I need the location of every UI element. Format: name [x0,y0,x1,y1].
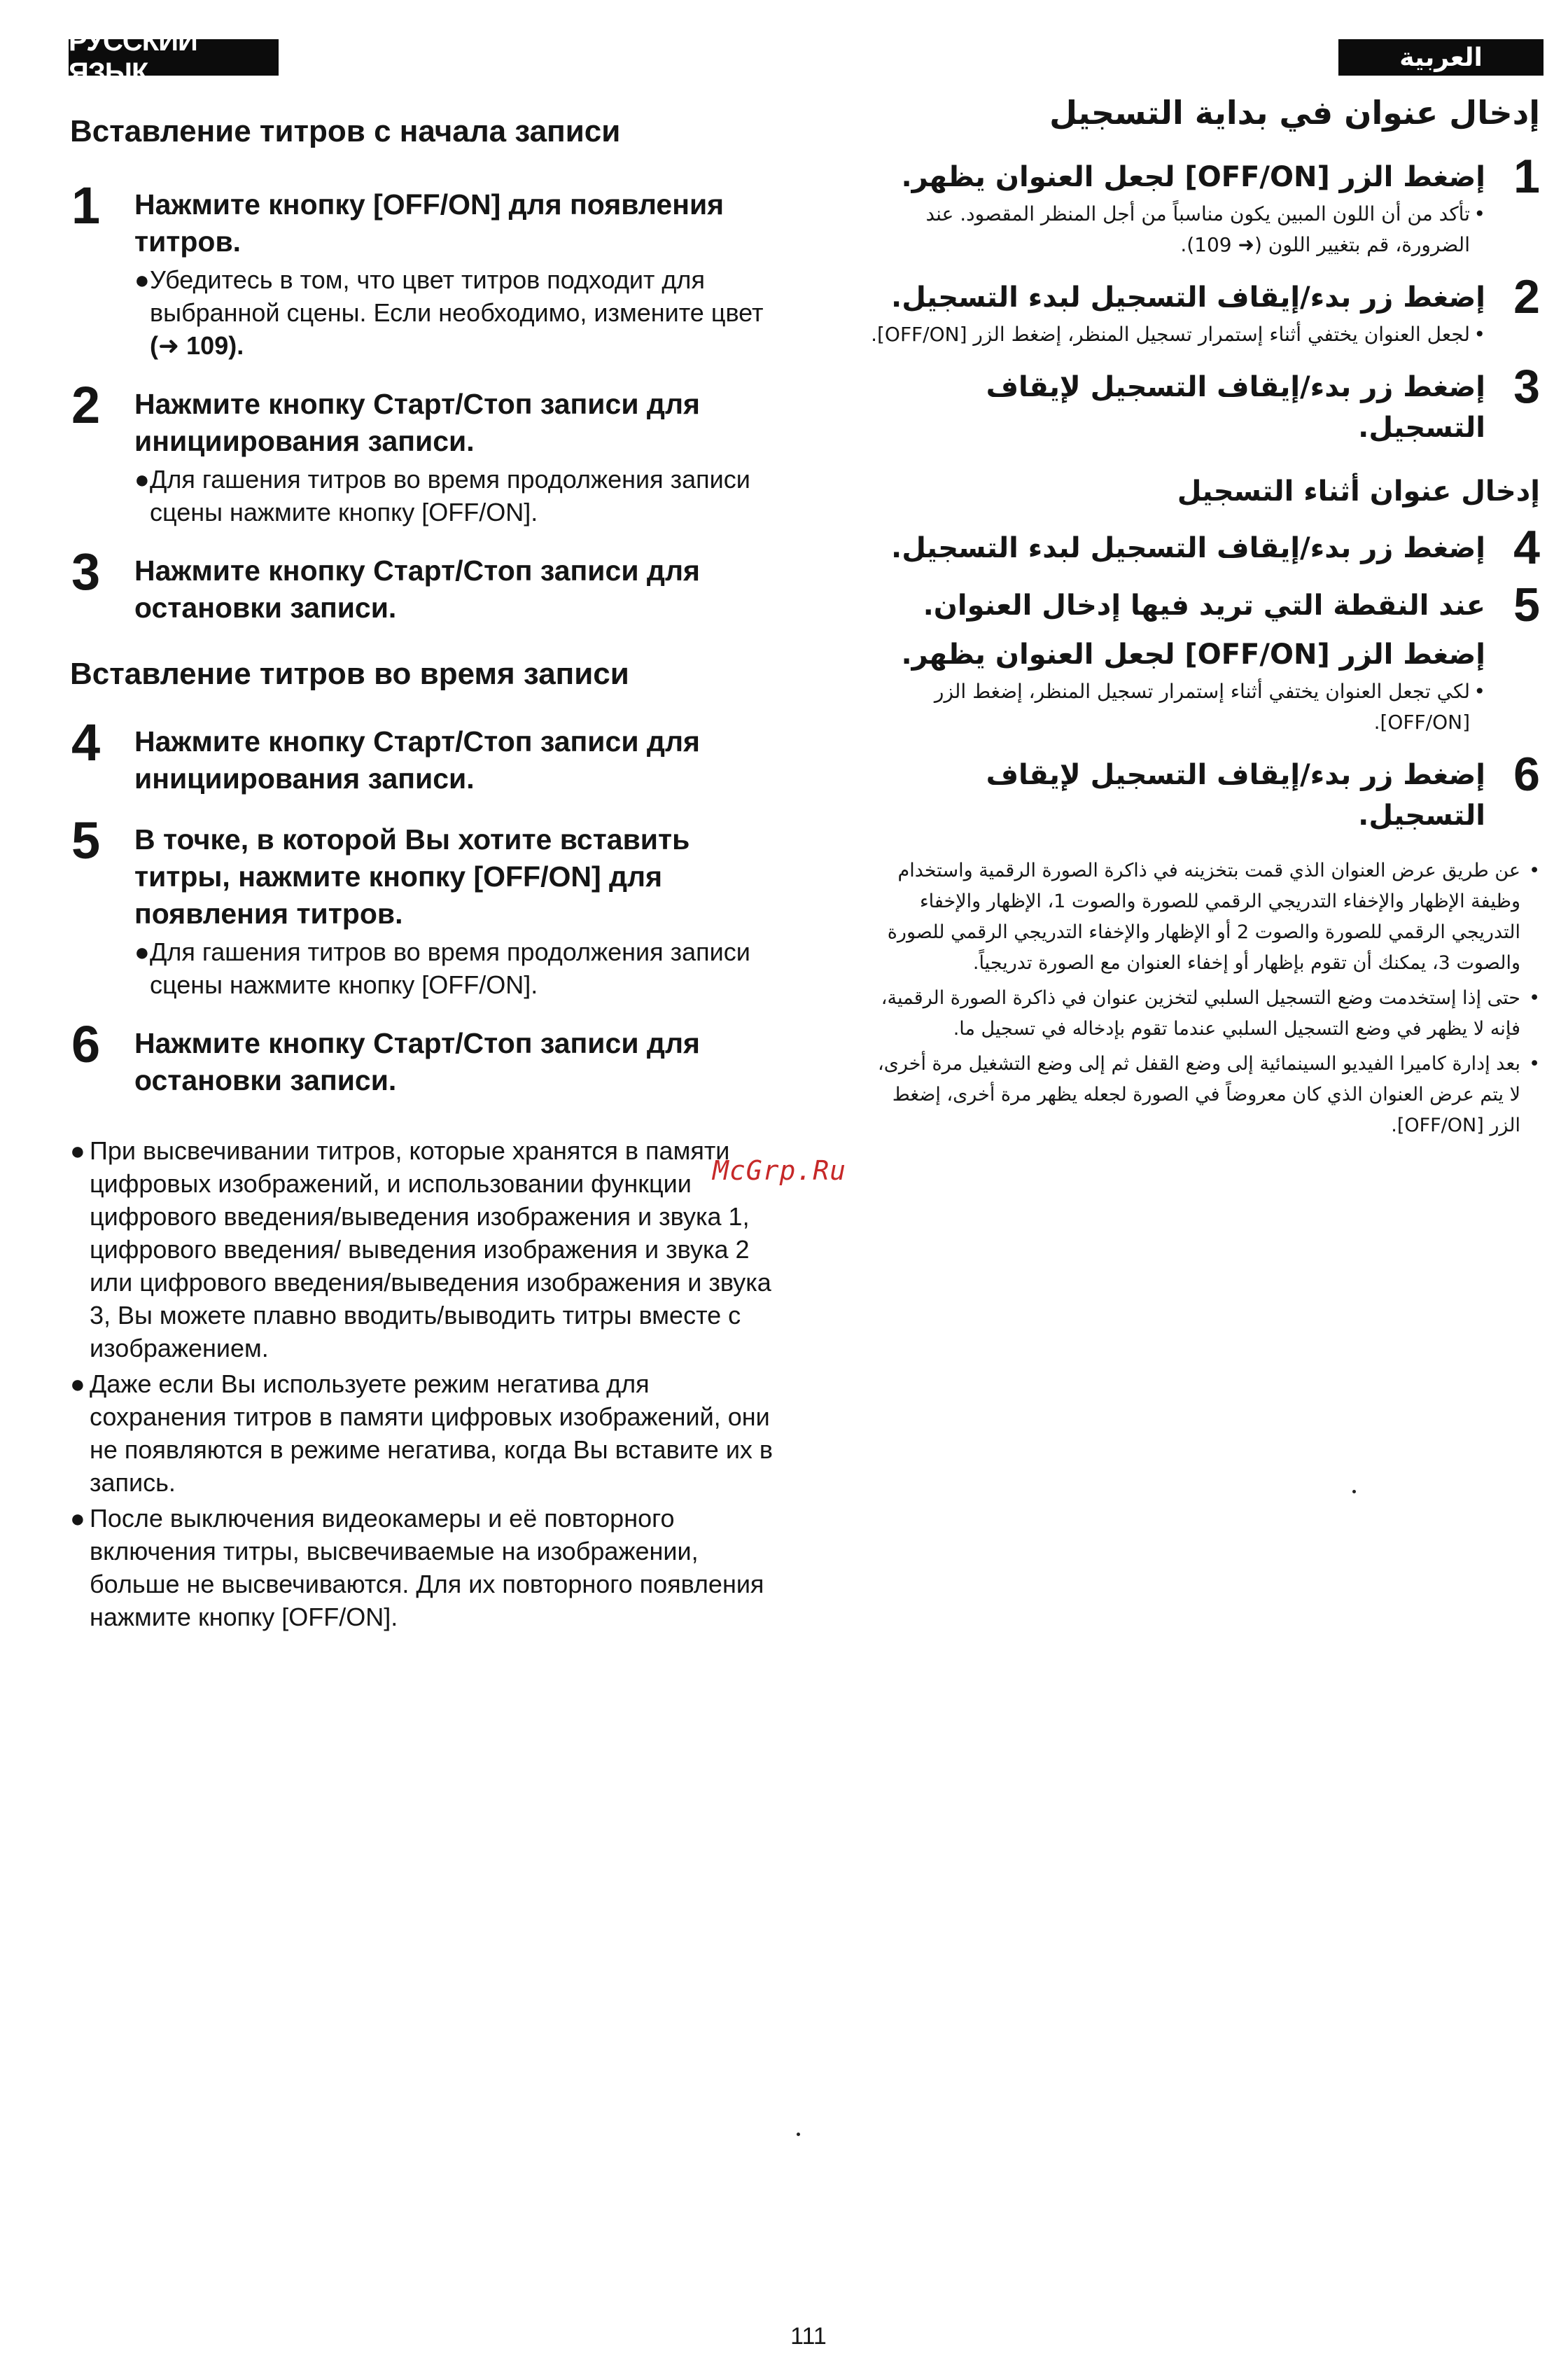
ar-section-title-start: إدخال عنوان في بداية التسجيل [1049,94,1540,132]
bullet-icon: • [1474,202,1485,225]
step-number: 2 [71,376,101,434]
ru-step-3 [70,543,777,627]
bullet-icon: ● [134,937,150,966]
bullet-icon: ● [70,1369,85,1398]
scan-speck [1352,1490,1356,1493]
list-item [868,1049,1540,1141]
step-number: 2 [1513,270,1540,323]
bullet-icon: ● [134,265,150,294]
step-title: عند النقطة التي تريد فيها إدخال العنوان. [923,590,1485,622]
bullet-icon: • [1474,680,1485,703]
step-note [868,319,1485,350]
ru-step-4 [70,713,777,797]
ru-step-2 [70,376,777,529]
step-number: 3 [71,543,101,601]
step-title: Нажмите кнопку Старт/Стоп записи для инициирования записи. [134,725,700,795]
list-item [868,856,1540,979]
list-item-text: بعد إدارة كاميرا الفيديو السينمائية إلى وضع القفل ثم إلى وضع التشغيل مرة أخرى، لا يتم عرض العنوان الذي كان معروضاً في الصورة لجعله يظهر مرة أخرى، إضغط الزر [OFF/ON]. [878,1053,1520,1136]
list-item-text: Даже если Вы используете режим негатива для сохранения титров в памяти цифровых изображений, они не появляются в режиме негатива, когда Вы вставите их в запись. [90,1369,774,1497]
arabic-column [868,90,1540,1145]
step-title: إضغط زر بدء/إيقاف التسجيل لإيقاف التسجيل. [986,759,1485,832]
bullet-icon: • [1474,323,1485,346]
bullet-icon: ● [134,465,150,494]
step-number: 6 [71,1015,101,1073]
step-title-secondary: إضغط الزر [OFF/ON] لجعل العنوان يظهر. [901,639,1485,671]
step-note-text: Убедитесь в том, что цвет титров подходит для выбранной сцены. Если необходимо, измените цвет [150,265,764,327]
watermark: McGrp.Ru [713,1155,847,1186]
step-number: 6 [1513,748,1540,801]
bullet-icon: • [1529,987,1540,1009]
bullet-icon: ● [70,1136,85,1165]
step-number: 4 [71,713,101,772]
step-number: 1 [71,176,101,235]
ar-notes-list [868,856,1540,1141]
step-note [868,676,1485,738]
step-title: إضغط الزر [OFF/ON] لجعل العنوان يظهر. [901,161,1485,193]
bullet-icon: • [1529,860,1540,881]
list-item-text: При высвечивании титров, которые хранятся в памяти цифровых изображений, и использовании функции цифрового введения/выведения изображения и звука 1, цифрового введения/ выведения изображения и звука 2 или цифрового введения/выведения изображения и звука 3, Вы можете плавно вводить/выводить титры вместе с изображением. [90,1136,771,1362]
step-number: 5 [1513,578,1540,632]
step-note-text: لجعل العنوان يختفي أثناء إستمرار تسجيل المنظر، إضغط الزر [OFF/ON]. [871,323,1470,346]
step-title: إضغط زر بدء/إيقاف التسجيل لبدء التسجيل. [891,532,1485,564]
ar-step-6 [868,748,1540,836]
ar-step-4 [868,521,1540,574]
ru-notes-list [70,1134,777,1633]
step-title: إضغط زر بدء/إيقاف التسجيل لبدء التسجيل. [891,281,1485,314]
step-title: Нажмите кнопку Старт/Стоп записи для остановки записи. [134,554,700,624]
ru-step-6 [70,1015,777,1099]
step-note-text: Для гашения титров во время продолжения записи сцены нажмите кнопку [OFF/ON]. [150,465,750,526]
ar-step-5 [868,578,1540,738]
language-tag-arabic: العربية [1338,39,1544,76]
step-number: 1 [1513,150,1540,203]
step-title: Нажмите кнопку Старт/Стоп записи для остановки записи. [134,1027,700,1096]
bullet-icon: ● [70,1504,85,1533]
ru-section-title-during: Вставление титров во время записи [70,657,629,691]
ru-section-title-start: Вставление титров с начала записи [70,114,621,148]
step-title: Нажмите кнопку [OFF/ON] для появления титров. [134,188,724,258]
page-number: 111 [790,2323,827,2350]
step-note [134,463,777,529]
ru-step-1 [70,176,777,362]
bullet-icon: • [1529,1053,1540,1075]
step-note-text: تأكد من أن اللون المبين يكون مناسباً من أجل المنظر المقصود. عند الضرورة، قم بتغيير اللون (➜ 109). [925,202,1470,256]
list-item-text: حتى إذا إستخدمت وضع التسجيل السلبي لتخزين عنوان في ذاكرة الصورة الرقمية، فإنه لا يظهر في وضع التسجيل السلبي عندما تقوم بإدخاله في تسجيل ما. [881,987,1520,1040]
scan-speck [797,2133,800,2136]
step-title: Нажмите кнопку Старт/Стоп записи для инициирования записи. [134,388,700,457]
russian-column [70,112,777,1636]
page-reference: (➜ 109). [150,331,244,360]
step-number: 4 [1513,521,1540,574]
step-note [868,199,1485,260]
list-item [70,1502,777,1633]
list-item-text: عن طريق عرض العنوان الذي قمت بتخزينه في ذاكرة الصورة الرقمية واستخدام وظيفة الإظهار والإخفاء التدريجي الرقمي للصورة والصوت 1، الإظهار والإخفاء التدريجي الرقمي للصورة والصوت 2 أو الإظهار والإخفاء التدريجي الرقمي للصورة والصوت 3، يمكنك أن تقوم بإظهار أو إخفاء العنوان مع الصورة تدريجياً. [887,860,1520,974]
step-note [134,263,777,362]
step-note [134,935,777,1001]
step-note-text: لكي تجعل العنوان يختفي أثناء إستمرار تسجيل المنظر، إضغط الزر [OFF/ON]. [934,680,1470,734]
list-item [868,983,1540,1045]
step-title: إضغط زر بدء/إيقاف التسجيل لإيقاف التسجيل. [986,371,1485,444]
ar-step-2 [868,270,1540,350]
ar-step-3 [868,360,1540,448]
ru-step-5 [70,811,777,1001]
list-item [70,1367,777,1499]
step-title: В точке, в которой Вы хотите вставить титры, нажмите кнопку [OFF/ON] для появления титров. [134,823,690,930]
step-note-text: Для гашения титров во время продолжения записи сцены нажмите кнопку [OFF/ON]. [150,937,750,999]
list-item [70,1134,777,1365]
step-number: 5 [71,811,101,870]
step-number: 3 [1513,360,1540,413]
ar-section-title-during: إدخال عنوان أثناء التسجيل [1177,475,1540,508]
list-item-text: После выключения видеокамеры и её повторного включения титры, высвечиваемые на изображении, больше не высвечиваются. Для их повторного появления нажмите кнопку [OFF/ON]. [90,1504,764,1631]
language-tag-russian: РУССКИЙ ЯЗЫК [69,39,279,76]
ar-step-1 [868,150,1540,260]
